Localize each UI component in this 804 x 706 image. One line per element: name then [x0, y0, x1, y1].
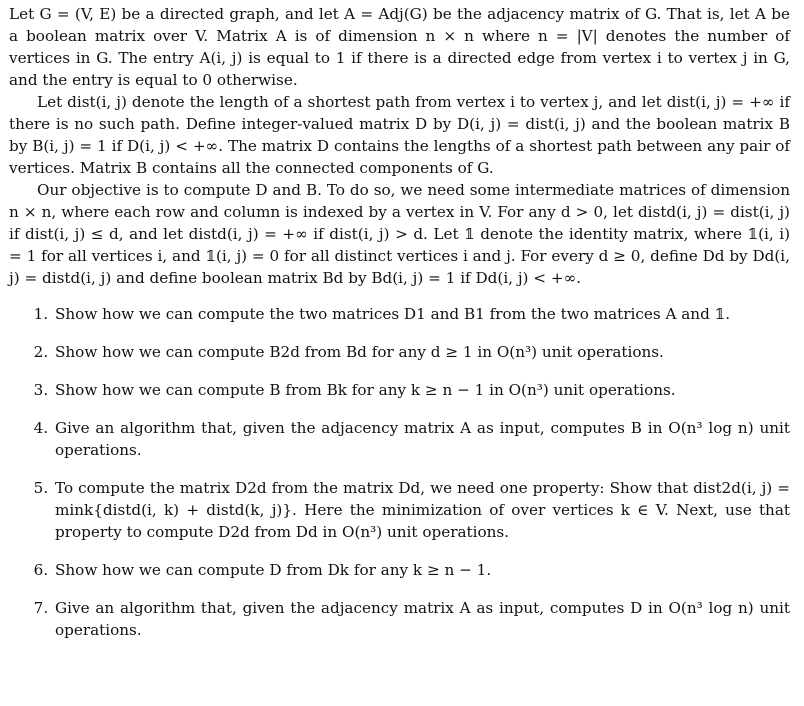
task-item-3: 3. Show how we can compute B from Bk for any k ≥ n − 1 in O(n³) unit operations.	[53, 379, 790, 401]
paragraph-distance: Let dist(i, j) denote the length of a shortest path from vertex i to vertex j, and let dist(i, j) = +∞ if there is no such path. Define integer-valued matrix D by D(i, j) = dist(i, j) and the boolean matrix B by B(i, j) = 1 if D(i, j) < +∞. The matrix D contains the lengths of a shortest path between any pair of vertices. Matrix B contains all the connected components of G.	[9, 93, 790, 177]
task-item-4: 4. Give an algorithm that, given the adjacency matrix A as input, computes B in O(n³ log n) unit operations.	[53, 417, 790, 461]
task-item-6: 6. Show how we can compute D from Dk for any k ≥ n − 1.	[53, 559, 790, 581]
task-item-5: 5. To compute the matrix D2d from the matrix Dd, we need one property: Show that dist2d(i, j) = mink{distd(i, k) + distd(k, j)}. Here the minimization of over vertices k ∈ V. Next, use that property to compute D2d from Dd in O(n³) unit operations.	[53, 477, 790, 543]
task-item-1: 1. Show how we can compute the two matrices D1 and B1 from the two matrices A and 𝟙.	[53, 303, 790, 325]
paragraph-definitions: Let G = (V, E) be a directed graph, and let A = Adj(G) be the adjacency matrix of G. That is, let A be a boolean matrix over V. Matrix A is of dimension n × n where n = |V| denotes the number of vertices in G. The entry A(i, j) is equal to 1 if there is a directed edge from vertex i to vertex j in G, and the entry is equal to 0 otherwise.	[9, 5, 790, 89]
task-item-2: 2. Show how we can compute B2d from Bd for any d ≥ 1 in O(n³) unit operations.	[53, 341, 790, 363]
task-item-7: 7. Give an algorithm that, given the adjacency matrix A as input, computes D in O(n³ log n) unit operations.	[53, 597, 790, 641]
paragraph-objective: Our objective is to compute D and B. To do so, we need some intermediate matrices of dimension n × n, where each row and column is indexed by a vertex in V. For any d > 0, let distd(i, j) = dist(i, j) if dist(i, j) ≤ d, and let distd(i, j) = +∞ if dist(i, j) > d. Let 𝟙 denote the identity matrix, where 𝟙(i, i) = 1 for all vertices i, and 𝟙(i, j) = 0 for all distinct vertices i and j. For every d ≥ 0, define Dd by Dd(i, j) = distd(i, j) and define boolean matrix Bd by Bd(i, j) = 1 if Dd(i, j) < +∞.	[9, 181, 790, 287]
task-list	[9, 303, 790, 641]
